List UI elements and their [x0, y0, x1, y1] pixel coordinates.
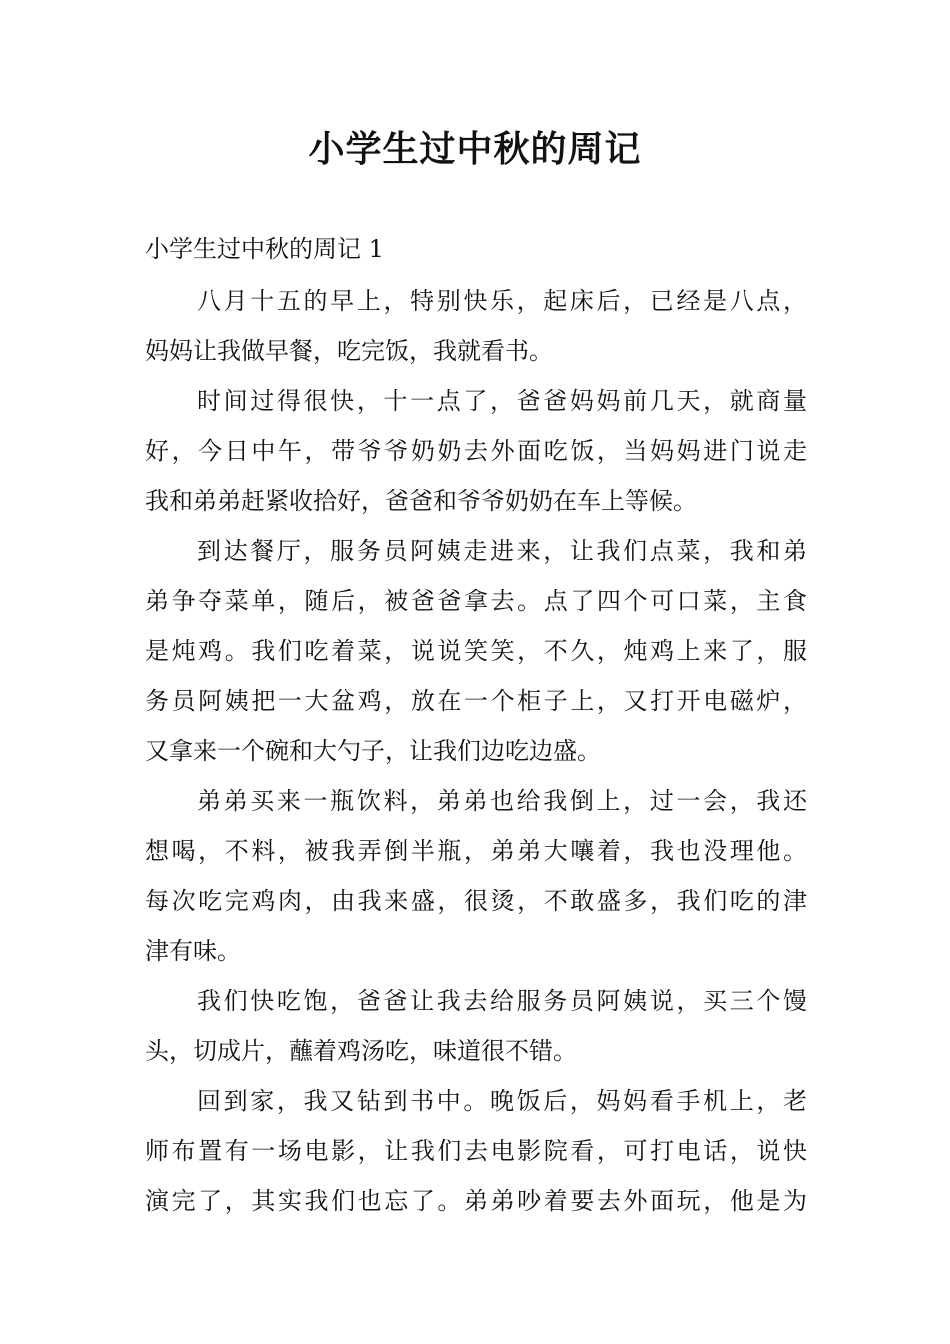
paragraph-line: 妈妈让我做早餐，吃完饭，我就看书。: [145, 337, 553, 365]
paragraph-line: 弟弟买来一瓶饮料，弟弟也给我倒上，过一会，我还: [197, 787, 807, 815]
paragraph-line: 弟争夺菜单，随后，被爸爸拿去。点了四个可口菜，主食: [145, 587, 807, 615]
document-title: 小学生过中秋的周记: [308, 129, 642, 170]
paragraph-line: 是炖鸡。我们吃着菜，说说笑笑，不久，炖鸡上来了，服: [145, 637, 807, 665]
paragraph-line: 师布置有一场电影，让我们去电影院看，可打电话，说快: [145, 1137, 807, 1165]
paragraph-line: 我们快吃饱，爸爸让我去给服务员阿姨说，买三个馒: [197, 987, 807, 1015]
paragraph: [145, 1076, 807, 1226]
section-heading: 小学生过中秋的周记 1: [145, 235, 384, 263]
paragraph-line: 想喝，不料，被我弄倒半瓶，弟弟大嚷着，我也没理他。: [145, 837, 807, 865]
paragraph-line: 到达餐厅，服务员阿姨走进来，让我们点菜，我和弟: [197, 537, 807, 565]
paragraph-line: 务员阿姨把一大盆鸡，放在一个柜子上，又打开电磁炉，: [145, 687, 807, 715]
paragraph: [145, 776, 807, 976]
paragraph: [145, 276, 807, 376]
document-body: [145, 276, 807, 1226]
paragraph: [145, 376, 807, 526]
paragraph-line: 时间过得很快，十一点了，爸爸妈妈前几天，就商量: [197, 387, 807, 415]
paragraph-line: 津有味。: [145, 937, 241, 965]
paragraph-line: 演完了，其实我们也忘了。弟弟吵着要去外面玩，他是为: [145, 1187, 807, 1215]
paragraph: [145, 976, 807, 1076]
paragraph-line: 头，切成片，蘸着鸡汤吃，味道很不错。: [145, 1037, 577, 1065]
paragraph-line: 好，今日中午，带爷爷奶奶去外面吃饭，当妈妈进门说走: [145, 437, 807, 465]
paragraph-line: 回到家，我又钻到书中。晚饭后，妈妈看手机上，老: [197, 1087, 807, 1115]
paragraph: [145, 526, 807, 776]
paragraph-line: 每次吃完鸡肉，由我来盛，很烫，不敢盛多，我们吃的津: [145, 887, 807, 915]
paragraph-line: 八月十五的早上，特别快乐，起床后，已经是八点，: [197, 287, 807, 315]
paragraph-line: 又拿来一个碗和大勺子，让我们边吃边盛。: [145, 737, 601, 765]
paragraph-line: 我和弟弟赶紧收拾好，爸爸和爷爷奶奶在车上等候。: [145, 487, 697, 515]
